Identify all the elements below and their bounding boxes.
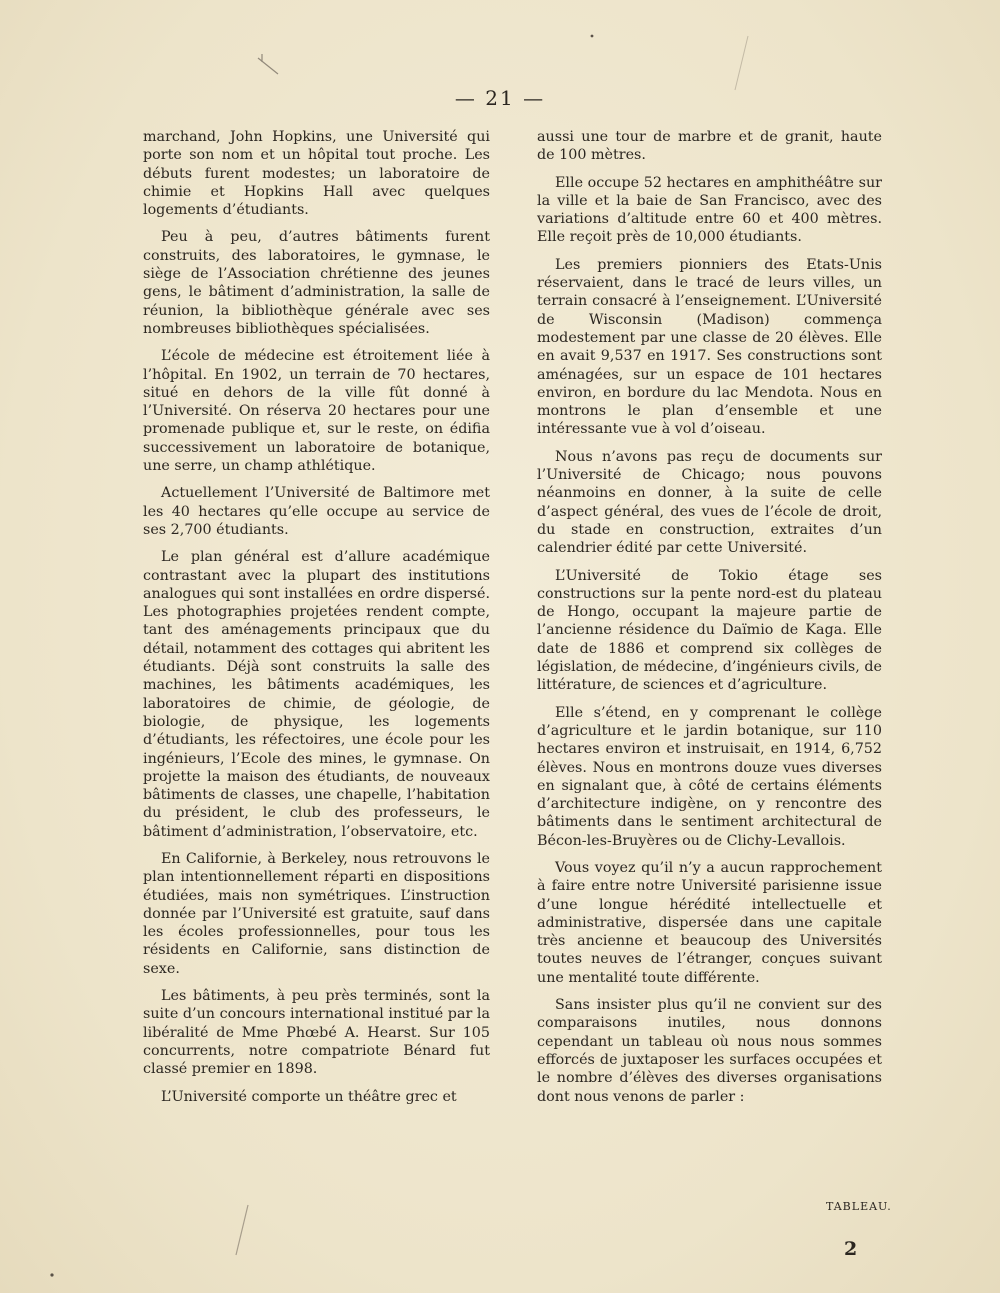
paragraph: L’Université de Tokio étage ses constructions sur la pente nord-est du plateau de Hongo, occupant la majeure partie de l’ancienne résidence du Daïmio de Kaga. Elle date de 1886 et comprend six collèges de législation, de médecine, d’ingénieurs civils, de littérature, de sciences et d’agriculture. — [537, 567, 882, 694]
left-text-column — [143, 128, 490, 1115]
paragraph: Le plan général est d’allure académique contrastant avec la plupart des institutions analogues qui sont installées en ordre dispersé. Les photographies projetées rendent compte, tant des aménagements principaux que du détail, notamment des cottages qui abritent les étudiants. Déjà sont construits la salle des machines, les bâtiments académiques, les laboratoires de chimie, de géologie, de biologie, de physique, les logements d’étudiants, les réfectoires, une école pour les ingénieurs, l’Ecole des mines, le gymnase. On projette la maison des étudiants, de nouveaux bâtiments de classes, une chapelle, l’habitation du président, le club des professeurs, le bâtiment d’administration, l’observatoire, etc. — [143, 549, 490, 840]
paragraph: marchand, John Hopkins, une Université qui porte son nom et un hôpital tout proche. Les débuts furent modestes; un laboratoire de chimie et Hopkins Hall avec quelques logements d’étudiants. — [143, 129, 490, 219]
paragraph: L’école de médecine est étroitement liée à l’hôpital. En 1902, un terrain de 70 hectares, situé en dehors de la ville fût donné à l’Université. On réserva 20 hectares pour une promenade publique et, sur le reste, on édifia successivement un laboratoire de botanique, une serre, un champ athlétique. — [143, 348, 490, 475]
page-signature: 2 — [844, 1238, 858, 1260]
catchword: TABLEAU. — [826, 1200, 892, 1213]
paragraph: Les bâtiments, à peu près terminés, sont la suite d’un concours international institué par la libéralité de Mme Phœbé A. Hearst. Sur 105 concurrents, notre compatriote Bénard fut classé premier en 1898. — [143, 988, 490, 1078]
paragraph: En Californie, à Berkeley, nous retrouvons le plan intentionnellement réparti en dispositions étudiées, mais non symétriques. L’instruction donnée par l’Université est gratuite, sauf dans les écoles professionnelles, pour tous les résidents en Californie, sans distinction de sexe. — [143, 850, 490, 977]
paragraph: Sans insister plus qu’il ne convient sur des comparaisons inutiles, nous donnons cependant un tableau où nous nous sommes efforcés de juxtaposer les surfaces occupées et le nombre d’élèves des diverses organisations dont nous venons de parler : — [537, 997, 882, 1105]
right-text-column — [537, 128, 882, 1115]
paragraph: Les premiers pionniers des Etats-Unis réservaient, dans le tracé de leurs villes, un terrain consacré à l’enseignement. L’Université de Wisconsin (Madison) commença modestement par une classe de 20 élèves. Elle en avait 9,537 en 1917. Ses constructions sont aménagées, sur un espace de 101 hectares environ, en bordure du lac Mendota. Nous en montrons le plan d’ensemble et une intéressante vue à vol d’oiseau. — [537, 256, 882, 438]
paragraph: Elle occupe 52 hectares en amphithéâtre sur la ville et la baie de San Francisco, avec des variations d’altitude entre 60 et 400 mètres. Elle reçoit près de 10,000 étudiants. — [537, 174, 882, 246]
paragraph: Vous voyez qu’il n’y a aucun rapprochement à faire entre notre Université parisienne issue d’une longue hérédité intellectuelle et administrative, dispersée dans une capitale très ancienne et beaucoup des Universités toutes neuves de l’étranger, conçues suivant une mentalité toute différente. — [537, 859, 882, 986]
paragraph: Peu à peu, d’autres bâtiments furent construits, des laboratoires, le gymnase, le siège de l’Association chrétienne des jeunes gens, le bâtiment d’administration, la salle de réunion, la bibliothèque générale avec ses nombreuses bibliothèques spécialisées. — [143, 229, 490, 337]
paragraph: Actuellement l’Université de Baltimore met les 40 hectares qu’elle occupe au service de ses 2,700 étudiants. — [143, 485, 490, 538]
paragraph: L’Université comporte un théâtre grec et — [161, 1088, 457, 1105]
paragraph: Nous n’avons pas reçu de documents sur l’Université de Chicago; nous pouvons néanmoins en donner, à la suite de celle d’aspect général, des vues de l’école de droit, du stade en construction, extraites d’un calendrier édité par cette Université. — [537, 448, 882, 557]
page-folio: — 21 — — [454, 86, 546, 110]
paragraph: Elle s’étend, en y comprenant le collège d’agriculture et le jardin botanique, sur 110 hectares environ et instruisait, en 1914, 6,752 élèves. Nous en montrons douze vues diverses en signalant que, à côté de certains éléments d’architecture indigène, on y rencontre des bâtiments dans le sentiment architectural de Bécon-les-Bruyères ou de Clichy-Levallois. — [537, 704, 882, 849]
paragraph: aussi une tour de marbre et de granit, haute de 100 mètres. — [537, 129, 882, 164]
